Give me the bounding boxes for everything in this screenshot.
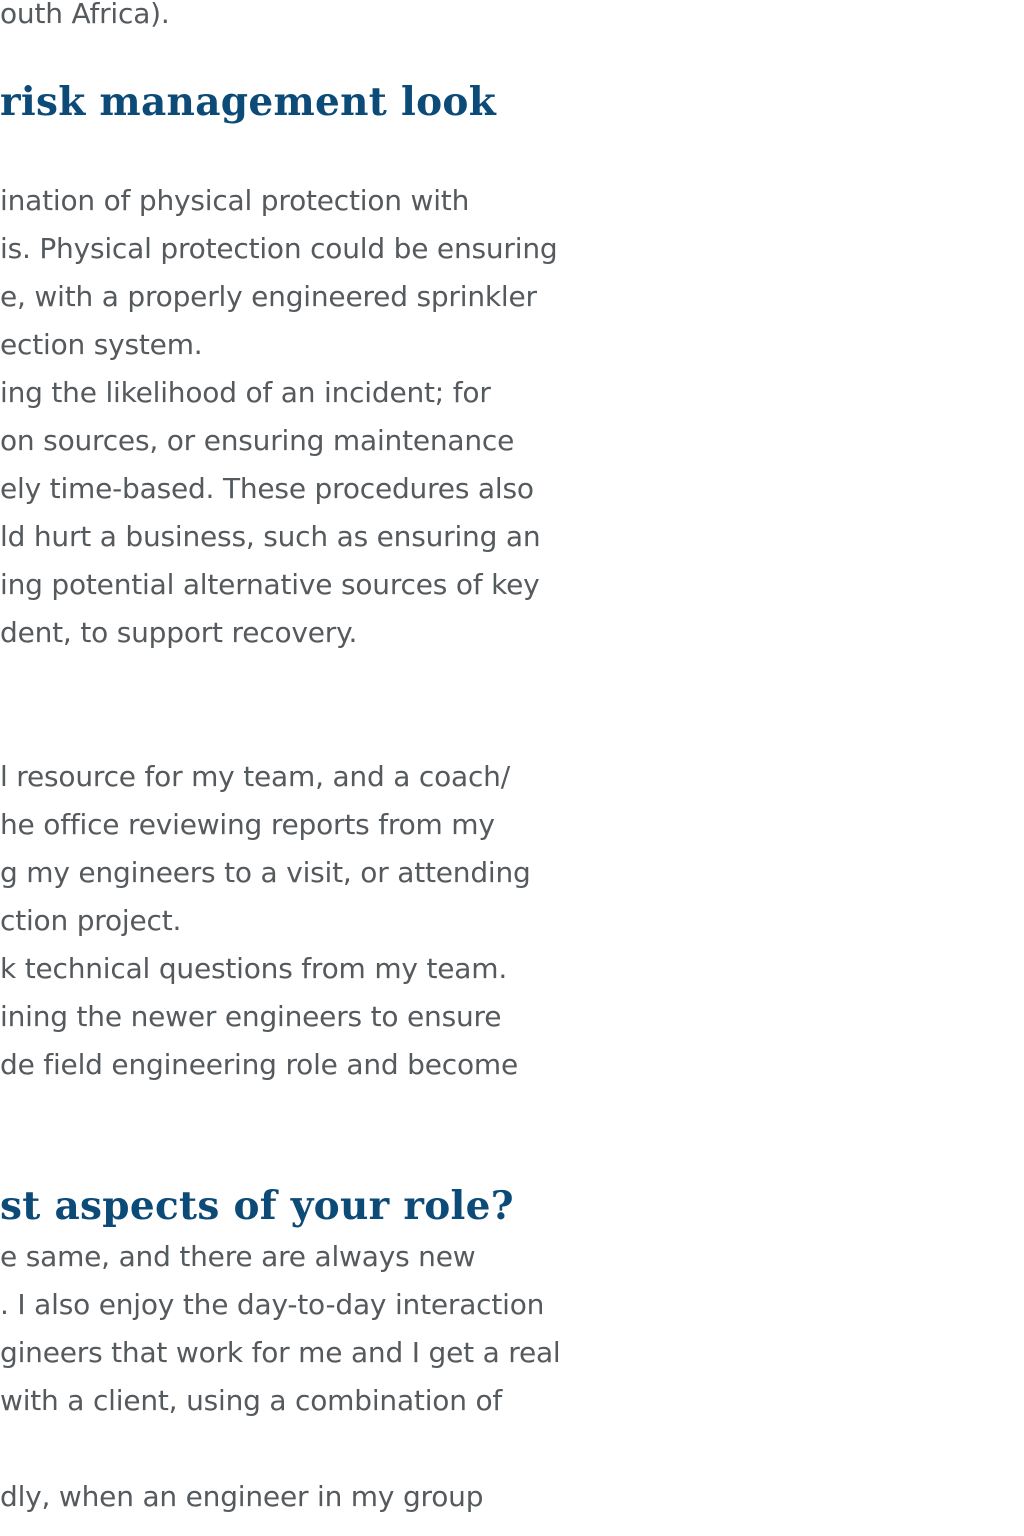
body-line: g my engineers to a visit, or attending (0, 856, 531, 889)
body-line: ection system. (0, 328, 203, 361)
section-heading-best-aspects: st aspects of your role? (0, 1183, 514, 1229)
body-line: e, with a properly engineered sprinkler (0, 280, 537, 313)
body-line: dent, to support recovery. (0, 616, 358, 649)
body-line: ld hurt a business, such as ensuring an (0, 520, 541, 553)
body-line: ining the newer engineers to ensure (0, 1000, 502, 1033)
body-line: gineers that work for me and I get a real (0, 1336, 561, 1369)
body-line: ction project. (0, 904, 182, 937)
body-line: ination of physical protection with (0, 184, 470, 217)
body-line: . I also enjoy the day-to-day interaction (0, 1288, 545, 1321)
body-line: he office reviewing reports from my (0, 808, 495, 841)
body-line: is. Physical protection could be ensuring (0, 232, 558, 265)
body-line: k technical questions from my team. (0, 952, 508, 985)
body-line: ing the likelihood of an incident; for (0, 376, 491, 409)
body-line: ing potential alternative sources of key (0, 568, 540, 601)
body-line: dly, when an engineer in my group (0, 1480, 484, 1513)
body-line: l resource for my team, and a coach/ (0, 760, 510, 793)
body-line: e same, and there are always new (0, 1240, 476, 1273)
body-line: ely time-based. These procedures also (0, 472, 534, 505)
section-heading-risk-management: risk management look (0, 79, 497, 125)
body-line: de field engineering role and become (0, 1048, 518, 1081)
body-line: on sources, or ensuring maintenance (0, 424, 515, 457)
intro-text-fragment: outh Africa). (0, 0, 170, 30)
body-line: with a client, using a combination of (0, 1384, 503, 1417)
